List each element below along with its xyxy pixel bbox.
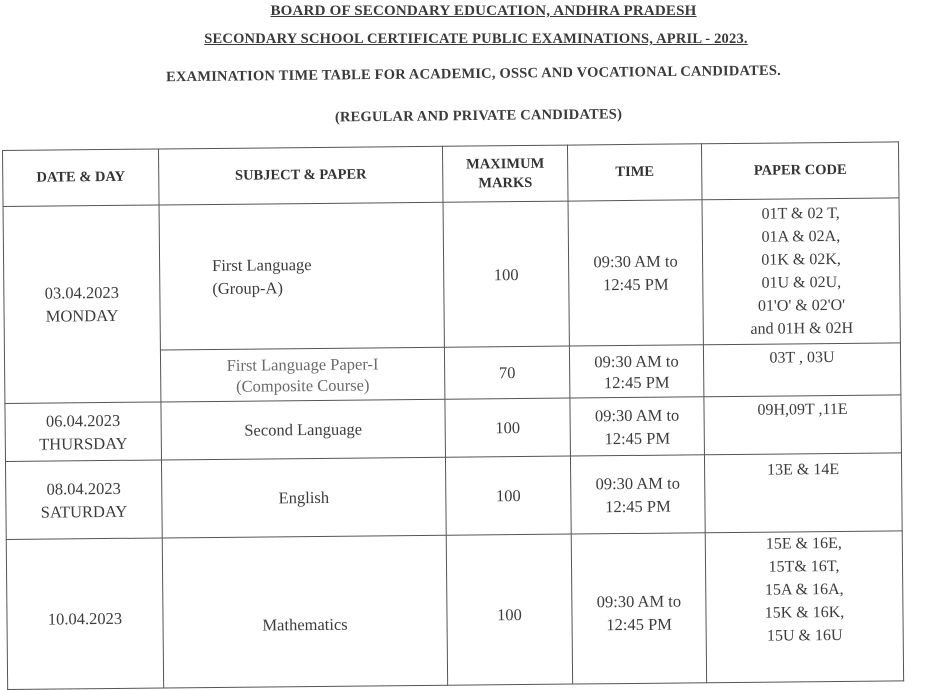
date-cell — [6, 538, 163, 689]
col-header-paper-code: PAPER CODE — [701, 142, 899, 200]
date-cell — [3, 205, 161, 403]
table-row — [5, 395, 902, 462]
marks-cell — [446, 534, 572, 685]
col-header-date: DATE & DAY — [3, 149, 160, 206]
paper-code: 15U & 16U — [766, 626, 843, 645]
col-header-marks — [442, 145, 568, 202]
time-start: 09:30 AM to — [594, 405, 680, 425]
marks-cell: 70 — [444, 346, 569, 399]
paper-code-cell — [704, 395, 902, 455]
col-header-marks-line1: MAXIMUM — [466, 155, 545, 173]
subject-subtext: (Composite Course) — [235, 374, 370, 396]
subject-cell — [162, 535, 447, 688]
paper-code: and 01H & 02H — [750, 319, 854, 338]
time-start: 09:30 AM to — [594, 351, 679, 371]
time-cell — [570, 455, 705, 534]
time-start: 09:30 AM to — [593, 251, 678, 272]
col-header-marks-line2: MARKS — [478, 174, 533, 191]
time-end: 12:45 PM — [605, 496, 671, 516]
candidates-subtitle: (REGULAR AND PRIVATE CANDIDATES) — [334, 106, 623, 126]
subject-text: First Language Paper-I — [226, 353, 379, 375]
time-end: 12:45 PM — [603, 372, 670, 392]
col-header-subject: SUBJECT & PAPER — [158, 146, 443, 205]
paper-code: 13E & 14E — [767, 460, 840, 479]
time-cell — [571, 533, 706, 684]
paper-code: 15K & 16K, — [764, 603, 845, 622]
paper-code: 01'O' & 02'O' — [757, 296, 846, 315]
col-header-time: TIME — [567, 144, 702, 201]
paper-code-cell — [703, 343, 900, 397]
paper-code: 09H,09T ,11E — [757, 400, 848, 419]
marks-cell: 100 — [445, 398, 571, 457]
subject-cell: Second Language — [161, 399, 446, 460]
date-text: 08.04.2023 — [46, 478, 121, 499]
paper-code: 03T , 03U — [769, 349, 835, 367]
marks-cell: 100 — [445, 456, 571, 535]
table-row — [5, 453, 902, 540]
paper-code-cell — [702, 198, 900, 345]
paper-code-cell — [704, 453, 902, 533]
table-row — [6, 531, 903, 690]
time-start: 09:30 AM to — [595, 473, 680, 493]
day-text: MONDAY — [45, 305, 119, 326]
date-text: 06.04.2023 — [45, 410, 121, 431]
time-end: 12:45 PM — [604, 428, 671, 448]
date-text: 03.04.2023 — [44, 282, 120, 303]
paper-code: 15E & 16E, — [765, 534, 842, 553]
subject-cell — [160, 347, 444, 402]
paper-code: 15A & 16A, — [764, 580, 844, 599]
paper-code: 15T& 16T, — [768, 557, 840, 576]
board-title: BOARD OF SECONDARY EDUCATION, ANDHRA PRADESH — [270, 3, 697, 19]
paper-code-cell — [705, 531, 903, 683]
date-cell — [5, 402, 162, 461]
table-row — [3, 198, 900, 352]
time-cell — [570, 397, 705, 456]
exam-title: SECONDARY SCHOOL CERTIFICATE PUBLIC EXAMINATIONS, APRIL - 2023. — [204, 31, 748, 47]
subject-text: First Language — [212, 255, 312, 275]
time-end: 12:45 PM — [606, 614, 672, 635]
subject-cell — [159, 202, 444, 350]
paper-code: 01T & 02 T, — [761, 204, 840, 223]
timetable — [2, 141, 904, 690]
paper-code: 01A & 02A, — [761, 227, 841, 246]
date-text: 10.04.2023 — [47, 608, 123, 629]
table-header-row — [3, 142, 899, 207]
time-end: 12:45 PM — [602, 274, 669, 295]
subject-text: Mathematics — [262, 614, 348, 635]
time-cell — [569, 345, 703, 398]
time-start: 09:30 AM to — [596, 591, 682, 612]
subject-subtext: (Group-A) — [212, 278, 283, 298]
paper-code: 01K & 02K, — [761, 250, 841, 269]
day-text: SATURDAY — [40, 501, 128, 522]
day-text: THURSDAY — [39, 433, 128, 454]
paper-code: 01U & 02U, — [761, 273, 842, 292]
subject-cell: English — [161, 457, 446, 538]
time-cell — [568, 200, 703, 346]
marks-text: 100 — [497, 605, 522, 625]
marks-cell: 100 — [443, 201, 569, 347]
timetable-table — [2, 141, 904, 690]
timetable-title: EXAMINATION TIME TABLE FOR ACADEMIC, OSSC AND VOCATIONAL CANDIDATES. — [165, 62, 781, 86]
date-cell — [5, 460, 162, 539]
